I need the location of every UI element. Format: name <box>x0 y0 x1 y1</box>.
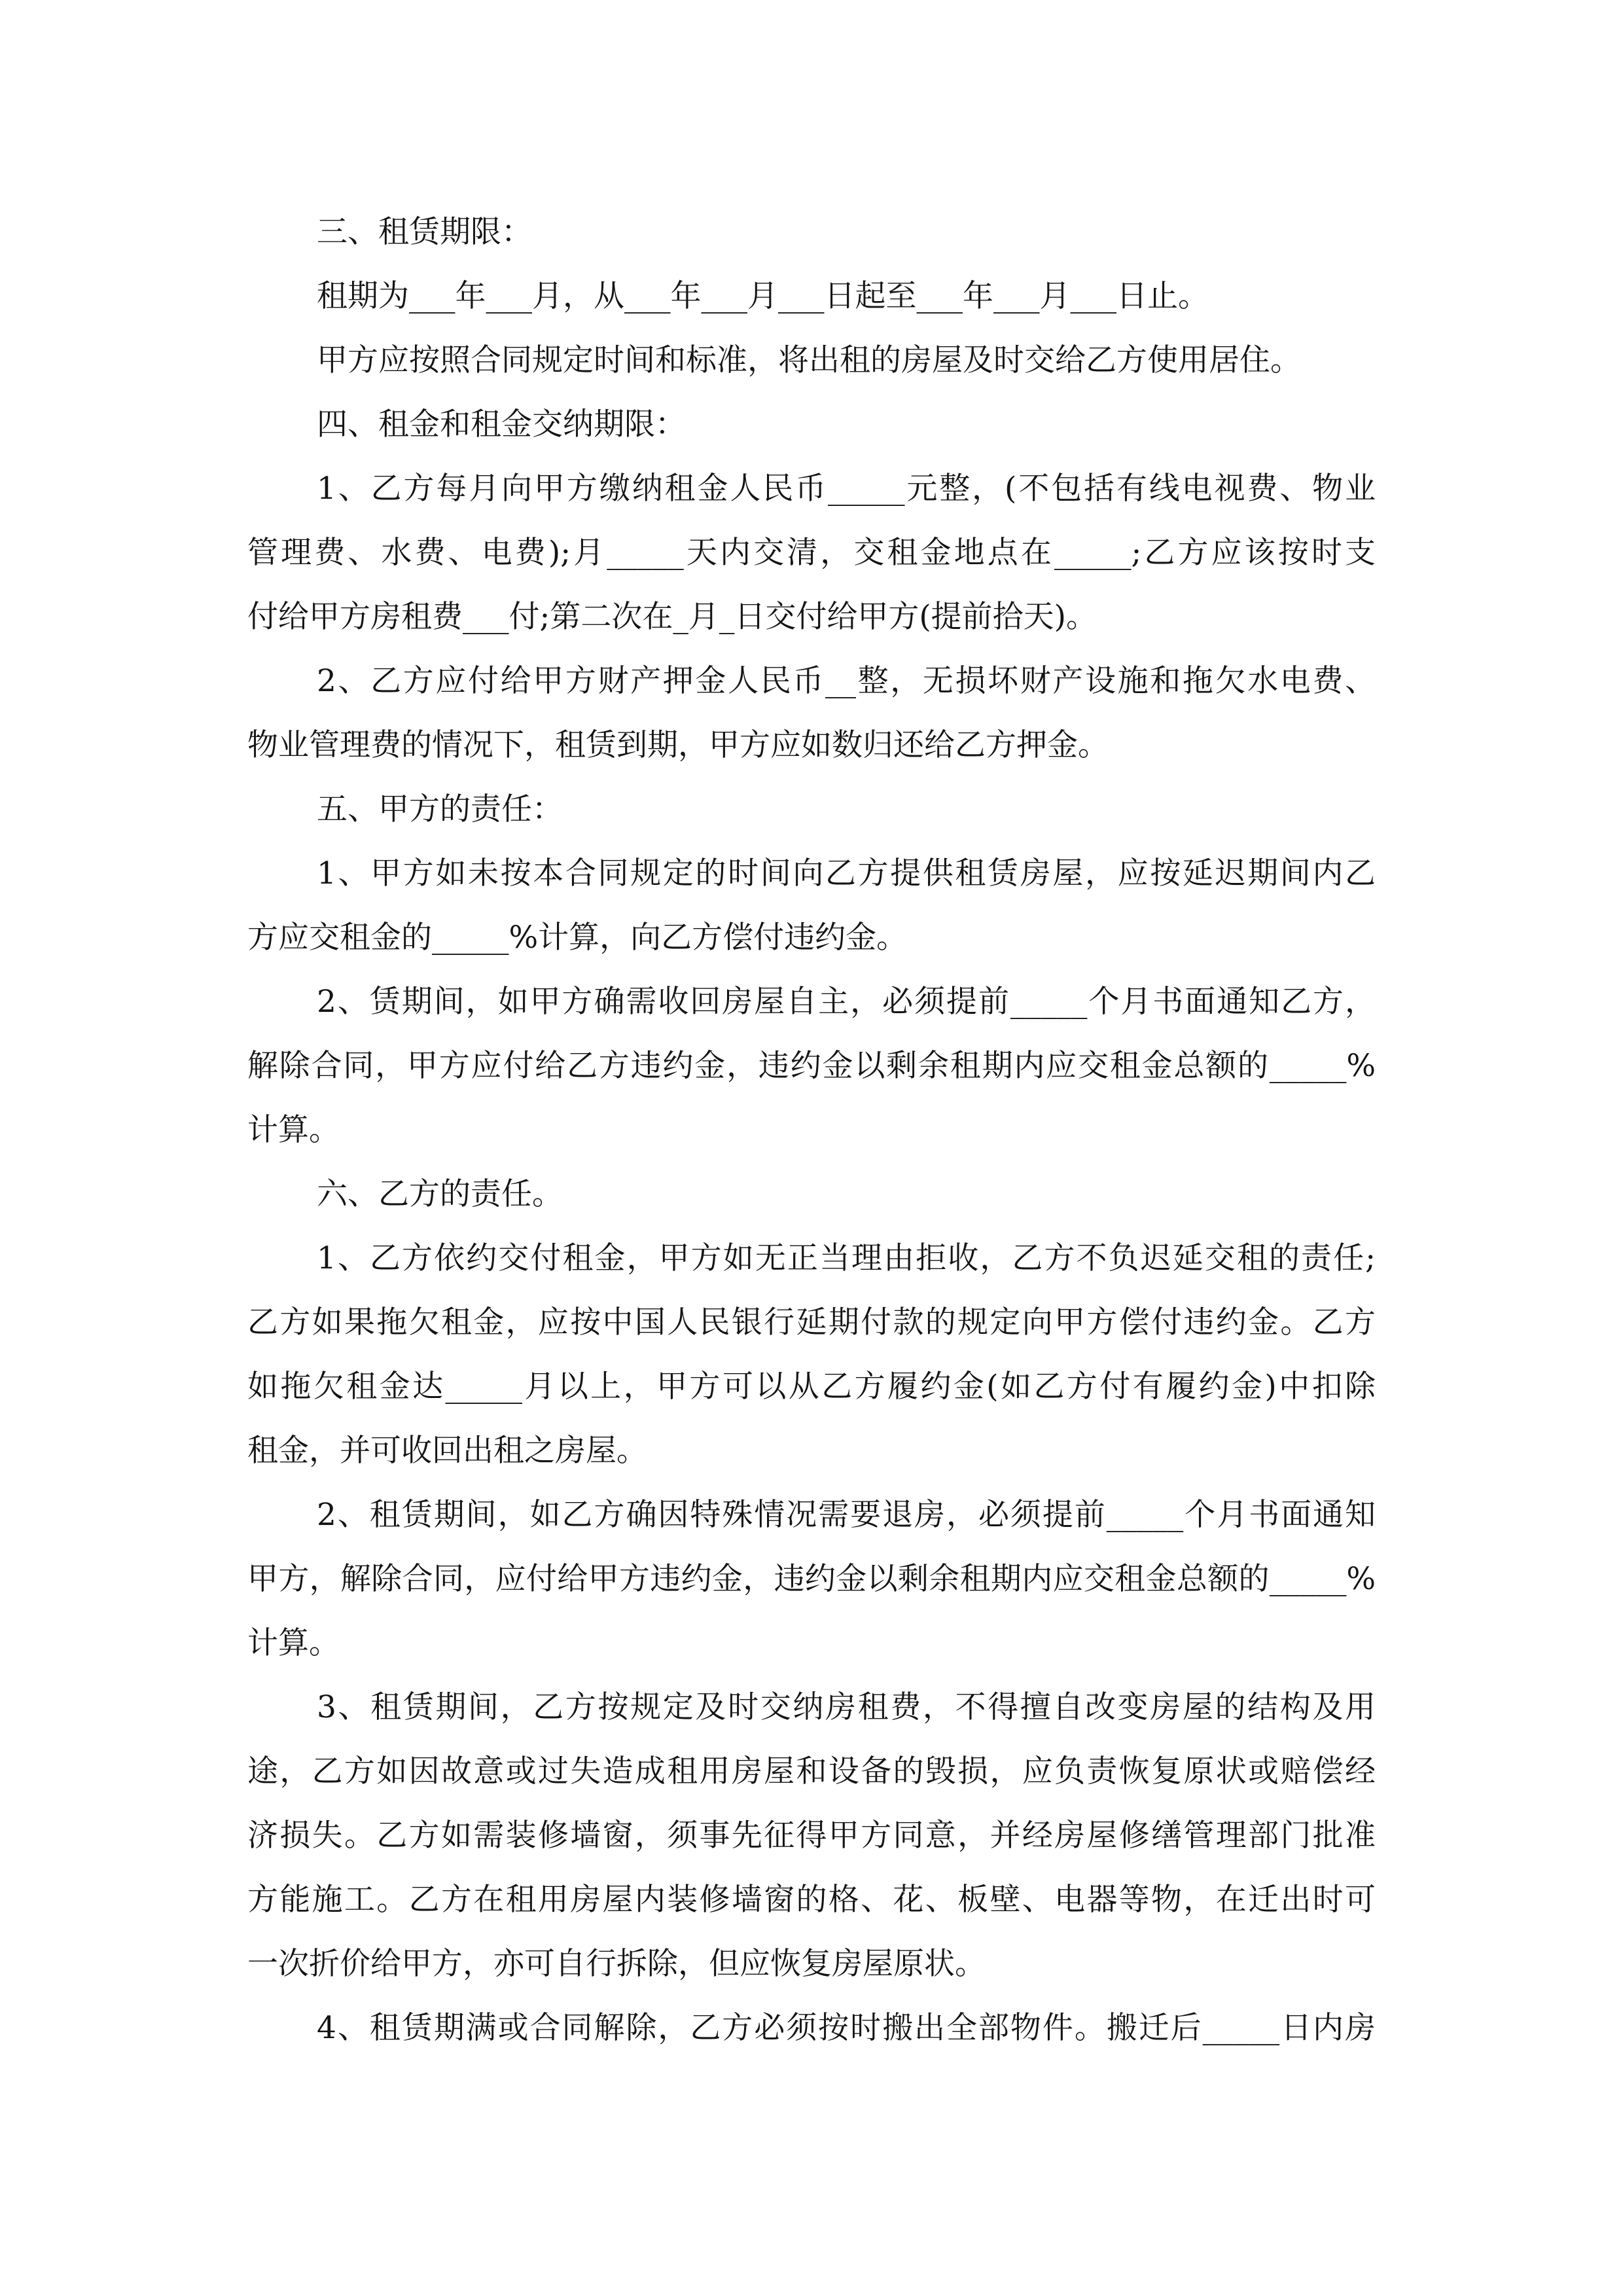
text-line: 解除合同，甲方应付给乙方违约金，违约金以剩余租期内应交租金总额的_____% <box>247 1048 1376 1084</box>
text-line: 乙方如果拖欠租金，应按中国人民银行延期付款的规定向甲方偿付违约金。乙方 <box>247 1304 1376 1340</box>
text-line: 如拖欠租金达_____月以上，甲方可以从乙方履约金(如乙方付有履约金)中扣除 <box>247 1369 1376 1405</box>
section-heading-party-a-duties <box>247 778 1376 842</box>
text-line: 济损失。乙方如需装修墙窗，须事先征得甲方同意，并经房屋修缮管理部门批准 <box>247 1818 1376 1854</box>
text-line: 途，乙方如因故意或过失造成租用房屋和设备的毁损，应负责恢复原状或赔偿经 <box>247 1753 1376 1789</box>
text-line: 五、甲方的责任： <box>317 791 563 827</box>
text-line: 1、甲方如未按本合同规定的时间向乙方提供租赁房屋，应按延迟期间内乙 <box>317 855 1376 891</box>
text-line: 方能施工。乙方在租用房屋内装修墙窗的格、花、板壁、电器等物，在迁出时可 <box>247 1882 1376 1918</box>
clause-paragraph <box>247 457 1376 649</box>
section-heading-rent-payment <box>247 393 1376 457</box>
text-line: 方应交租金的_____%计算，向乙方偿付违约金。 <box>247 920 908 956</box>
text-line: 2、租赁期间，如乙方确因特殊情况需要退房，必须提前_____个月书面通知 <box>317 1497 1376 1533</box>
text-line: 2、赁期间，如甲方确需收回房屋自主，必须提前_____个月书面通知乙方， <box>317 984 1376 1020</box>
text-line: 一次折价给甲方，亦可自行拆除，但应恢复房屋原状。 <box>247 1946 986 1982</box>
clause-paragraph <box>247 1676 1376 1996</box>
text-line: 甲方，解除合同，应付给甲方违约金，违约金以剩余租期内应交租金总额的_____% <box>247 1561 1376 1597</box>
section-heading-lease-term <box>247 200 1376 264</box>
clause-paragraph <box>247 1483 1376 1676</box>
text-line: 1、乙方每月向甲方缴纳租金人民币_____元整，(不包括有线电视费、物业 <box>317 471 1376 507</box>
text-line: 计算。 <box>247 1112 340 1148</box>
clause-paragraph <box>247 1996 1376 2060</box>
paragraph <box>247 264 1376 329</box>
clause-paragraph <box>247 649 1376 778</box>
text-line: 六、乙方的责任。 <box>317 1176 563 1212</box>
paragraph <box>247 329 1376 393</box>
text-line: 租期为___年___月，从___年___月___日起至___年___月___日止。 <box>317 278 1209 314</box>
text-line: 计算。 <box>247 1625 340 1661</box>
text-line: 2、乙方应付给甲方财产押金人民币__整，无损坏财产设施和拖欠水电费、 <box>317 663 1376 699</box>
text-line: 三、租赁期限： <box>317 214 532 250</box>
text-line: 管理费、水费、电费);月_____天内交清，交租金地点在_____;乙方应该按时支 <box>247 535 1376 571</box>
clause-paragraph <box>247 842 1376 970</box>
text-line: 甲方应按照合同规定时间和标准，将出租的房屋及时交给乙方使用居住。 <box>317 342 1301 378</box>
text-line: 四、租金和租金交纳期限： <box>317 406 686 442</box>
text-line: 1、乙方依约交付租金，甲方如无正当理由拒收，乙方不负迟延交租的责任; <box>317 1240 1376 1276</box>
text-line: 租金，并可收回出租之房屋。 <box>247 1433 647 1469</box>
text-line: 3、租赁期间，乙方按规定及时交纳房租费，不得擅自改变房屋的结构及用 <box>317 1689 1376 1725</box>
text-line: 4、租赁期满或合同解除，乙方必须按时搬出全部物件。搬迁后_____日内房 <box>317 2010 1376 2046</box>
clause-paragraph <box>247 970 1376 1162</box>
text-line: 付给甲方房租费___付;第二次在_月_日交付给甲方(提前拾天)。 <box>247 599 1097 635</box>
text-line: 物业管理费的情况下，租赁到期，甲方应如数归还给乙方押金。 <box>247 727 1109 763</box>
document-body <box>247 200 1376 2060</box>
section-heading-party-b-duties <box>247 1162 1376 1227</box>
clause-paragraph <box>247 1227 1376 1483</box>
